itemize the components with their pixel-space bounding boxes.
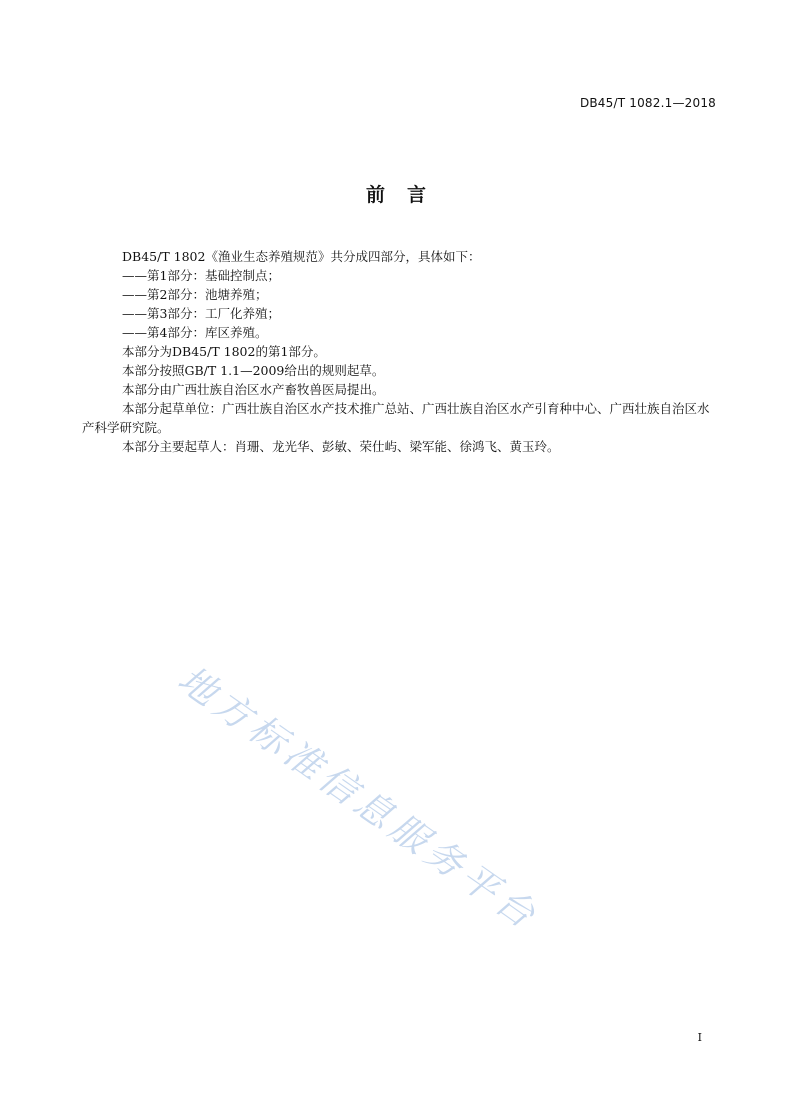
drafters-paragraph: 本部分主要起草人：肖珊、龙光华、彭敏、荣仕屿、梁军能、徐鸿飞、黄玉玲。 [122, 439, 560, 454]
intro-paragraph: DB45/T 1802《渔业生态养殖规范》共分成四部分，具体如下： [122, 249, 481, 264]
foreword-body [82, 247, 718, 456]
part-list-item-3: ——第3部分：工厂化养殖； [122, 306, 280, 321]
title-char-1: 前 [365, 184, 385, 206]
proposer-paragraph: 本部分由广西壮族自治区水产畜牧兽医局提出。 [122, 382, 385, 397]
page-number: I [697, 1031, 702, 1044]
this-part-paragraph: 本部分为DB45/T 1802的第1部分。 [122, 344, 326, 359]
page-title [0, 180, 792, 207]
standard-code: DB45/T 1082.1—2018 [579, 96, 716, 110]
rules-paragraph: 本部分按照GB/T 1.1—2009给出的规则起草。 [122, 363, 385, 378]
part-list-item-2: ——第2部分：池塘养殖； [122, 287, 268, 302]
watermark-text: 地方标准信息服务平台 [170, 657, 548, 940]
part-list-item-4: ——第4部分：库区养殖。 [122, 325, 268, 340]
drafting-units-paragraph: 本部分起草单位：广西壮族自治区水产技术推广总站、广西壮族自治区水产引育种中心、广西壮族自治区水产科学研究院。 [82, 401, 710, 435]
title-char-2: 言 [407, 184, 427, 206]
part-list-item-1: ——第1部分：基础控制点； [122, 268, 280, 283]
